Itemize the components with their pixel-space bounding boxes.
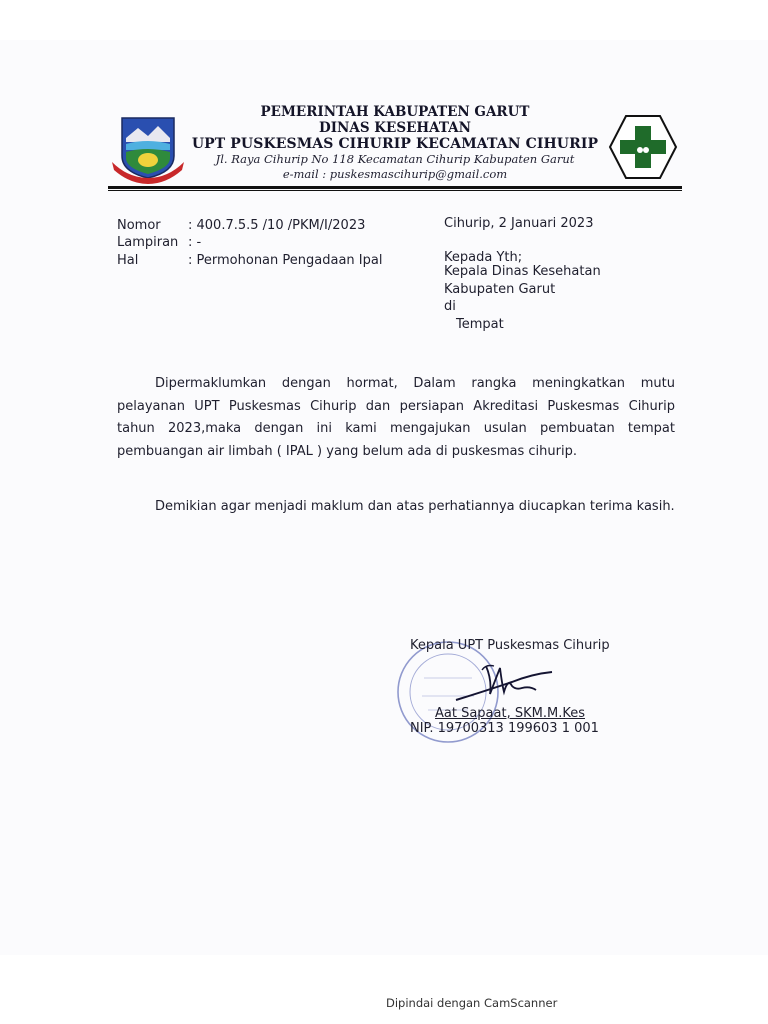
letter-date: Cihurip, 2 Januari 2023	[444, 216, 594, 231]
nomor-value: : 400.7.5.5 /10 /PKM/I/2023	[188, 218, 366, 233]
kabupaten-garut-emblem	[108, 112, 188, 184]
letterhead	[190, 104, 600, 182]
body-paragraph-1	[117, 373, 675, 463]
letterhead-rule-thin	[108, 190, 682, 191]
institution-title: UPT PUSKESMAS CIHURIP KECAMATAN CIHURIP	[191, 136, 599, 152]
lampiran-value: : -	[188, 235, 202, 250]
body-paragraph-2	[117, 496, 675, 519]
department-title: DINAS KESEHATAN	[319, 120, 471, 136]
hal-value: : Permohonan Pengadaan Ipal	[188, 253, 383, 268]
recipient-greeting: Kepada Yth;	[444, 250, 523, 265]
recipient-di: di	[444, 299, 456, 314]
recipient-office: Kepala Dinas Kesehatan	[444, 264, 601, 279]
handwritten-signature	[452, 660, 562, 704]
institution-email: e-mail : puskesmascihurip@gmail.com	[282, 167, 508, 181]
signatory-nip: NIP. 19700313 199603 1 001	[410, 721, 599, 736]
signatory-title: Kepala UPT Puskesmas Cihurip	[410, 638, 610, 653]
hal-label: Hal	[117, 253, 139, 268]
nomor-label: Nomor	[117, 218, 161, 233]
recipient-region: Kabupaten Garut	[444, 282, 556, 297]
institution-address: Jl. Raya Cihurip No 118 Kecamatan Cihurip Kabupaten Garut	[215, 152, 575, 166]
body-paragraph-2-text: Demikian agar menjadi maklum dan atas perhatiannya diucapkan terima kasih.	[155, 499, 675, 514]
puskesmas-cross-logo	[608, 114, 678, 180]
letterhead-rule-thick	[108, 186, 682, 189]
government-title: PEMERINTAH KABUPATEN GARUT	[260, 104, 530, 120]
recipient-place: Tempat	[456, 317, 504, 332]
body-paragraph-1-text: Dipermaklumkan dengan hormat, Dalam rangka meningkatkan mutu pelayanan UPT Puskesmas Cihurip dan persiapan Akreditasi Puskesmas Cihurip tahun 2023,maka dengan ini kami mengajukan usulan pembuatan tempat pembuangan air limbah ( IPAL ) yang belum ada di puskesmas cihurip.	[117, 376, 675, 459]
scanner-watermark: Dipindai dengan CamScanner	[386, 996, 558, 1010]
lampiran-label: Lampiran	[117, 235, 179, 250]
signatory-name: Aat Sapaat, SKM.M.Kes	[435, 706, 585, 721]
